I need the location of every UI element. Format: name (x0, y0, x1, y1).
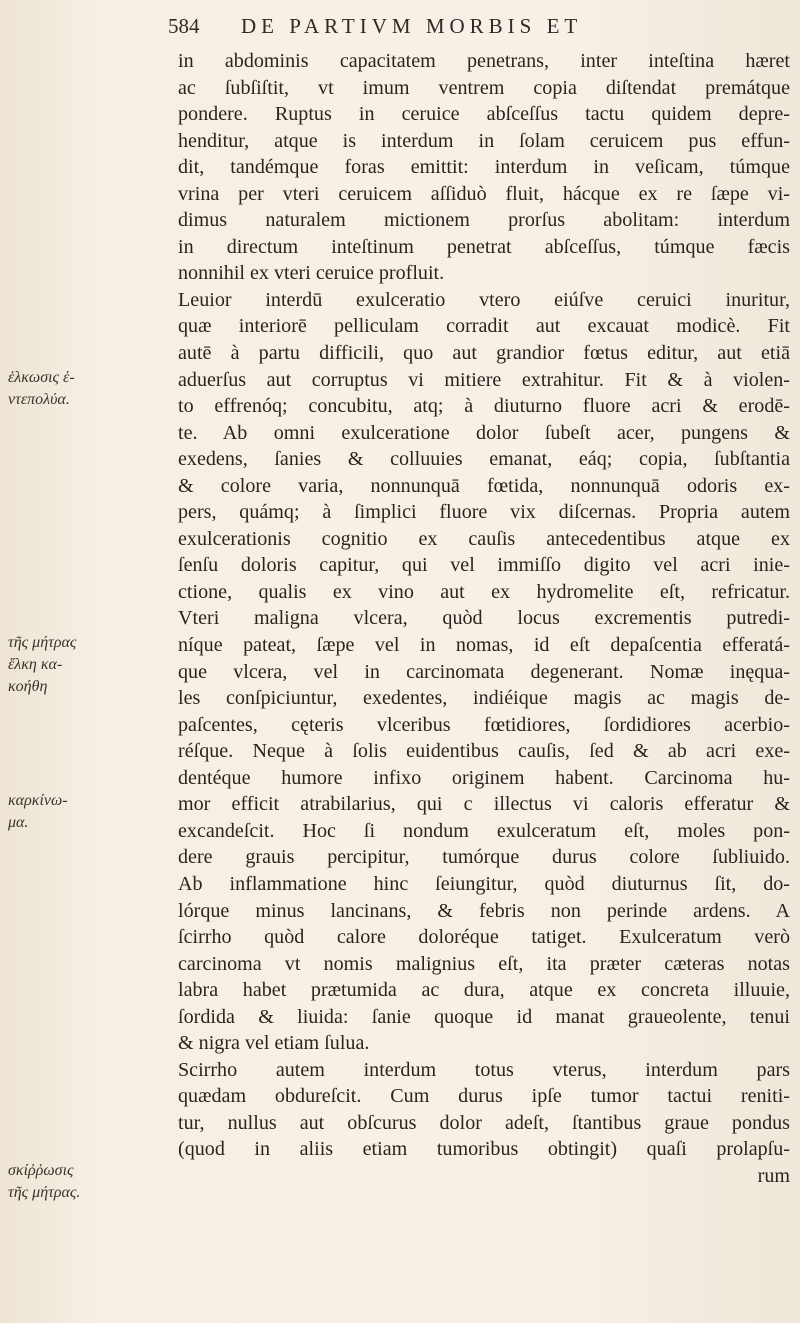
text-line: aduerſus aut corruptus vi mitiere extrahitur. Fit & à violen- (178, 368, 790, 391)
text-line: níque pateat, ſæpe vel in nomas, id eſt depaſcentia efferatá- (178, 634, 790, 657)
text-line: & colore varia, nonnunquā fœtida, nonnunquā odoris ex- (178, 474, 790, 497)
margin-note-line: ἕλκη κα- (8, 656, 63, 673)
text-line: tur, nullus aut obſcurus dolor adeſt, ſtantibus graue pondus (178, 1111, 790, 1134)
margin-note-carcinoma (8, 790, 168, 834)
margin-note-line: τῆς μήτρας. (8, 1184, 81, 1201)
text-line: les conſpiciuntur, exedentes, indiéique magis ac magis de- (178, 687, 790, 710)
text-line: in abdominis capacitatem penetrans, inter inteſtina hæret (178, 50, 790, 72)
text-line: henditur, atque is interdum in ſolam ceruicem pus effun- (178, 129, 790, 152)
text-line: ſordida & liuida: ſanie quoque id manat graueolente, tenui (178, 1005, 790, 1028)
text-line: mor efficit atrabilarius, qui c illectus vi caloris efferatur & (178, 793, 790, 816)
text-line: dentéque humore infixo originem habent. Carcinoma hu- (178, 766, 790, 789)
margin-note-line: καρκίνω- (8, 792, 68, 809)
text-line: Leuior interdū exulceratio vtero eiúſve ceruici inuritur, (178, 288, 790, 311)
text-line: ſenſu doloris capitur, qui vel immiſſo digito vel acri inie- (178, 554, 790, 577)
text-line: carcinoma vt nomis malignius eſt, ita præter cæteras notas (178, 952, 790, 975)
text-line: Scirrho autem interdum totus vterus, interdum pars (178, 1058, 790, 1081)
text-line: Vteri maligna vlcera, quòd locus excrementis putredi- (178, 607, 790, 630)
text-line: labra habet prætumida ac dura, atque ex concreta illuuie, (178, 979, 790, 1002)
text-line: nonnihil ex vteri ceruice profluit. (178, 262, 445, 285)
text-line: rum (757, 1164, 790, 1187)
text-line: ſcirrho quòd calore doloréque tatiget. Exulceratum verò (178, 926, 790, 949)
text-line: & nigra vel etiam ſulua. (178, 1032, 370, 1055)
text-line: ctione, qualis ex vino aut ex hydromelite eſt, refricatur. (178, 580, 790, 603)
margin-note-line: ντεπολύα. (8, 391, 70, 408)
text-line: in directum inteſtinum penetrat abſceſſus, túmque fæcis (178, 235, 790, 258)
margin-note-line: ἑλκωσις ἑ- (8, 369, 75, 386)
margin-note-line: σκίῤῥωσις (8, 1162, 74, 1179)
text-line: (quod in aliis etiam tumoribus obtingit) quaſi prolapſu- (178, 1138, 790, 1161)
text-line: pondere. Ruptus in ceruice abſceſſus tactu quidem depre- (178, 103, 790, 126)
page-number: 584 (168, 14, 200, 38)
text-line: dere grauis percipitur, tumórque durus colore ſubliuido. (178, 846, 790, 869)
text-line: to effrenóq; concubitu, atq; à diuturno fluore acri & erodē- (178, 395, 790, 418)
text-line: vrina per vteri ceruicem aſſiduò fluit, hácque ex re ſæpe vi- (178, 182, 790, 205)
text-line: quæ interiorē pelliculam corradit aut excauat modicè. Fit (178, 315, 790, 338)
margin-note-line: τῆς μήτρας (8, 634, 77, 651)
body-text (178, 48, 790, 1190)
text-line: Ab inflammatione hinc ſeiungitur, quòd diuturnus ſit, do- (178, 872, 790, 895)
text-line: réſque. Neque à ſolis euidentibus cauſis, ſed & ab acri exe- (178, 740, 790, 763)
text-line: que vlcera, vel in carcinomata degenerant. Nomæ inęqua- (178, 660, 790, 683)
text-line: excandeſcit. Hoc ſi nondum exulceratum eſt, moles pon- (178, 819, 790, 842)
margin-note-malignum (8, 632, 168, 698)
text-line: exulcerationis cognitio ex cauſis antecedentibus atque ex (178, 527, 790, 550)
text-line: dit, tandémque foras emittit: interdum in veſicam, túmque (178, 156, 790, 179)
text-line: dimus naturalem mictionem prorſus abolitam: interdum (178, 209, 790, 232)
margin-note-helcosis (8, 367, 168, 411)
running-title: DE PARTIVM MORBIS ET (241, 14, 583, 38)
margin-note-line: μα. (8, 814, 29, 831)
text-line: quædam obdureſcit. Cum durus ipſe tumor tactui reniti- (178, 1085, 790, 1108)
text-line: autē à partu difficili, quo aut grandior fœtus editur, aut etiā (178, 342, 790, 365)
text-line: ac ſubſiſtit, vt imum ventrem copia diſtendat premátque (178, 76, 790, 99)
text-line: exedens, ſanies & colluuies emanat, eáq; copia, ſubſtantia (178, 448, 790, 471)
margin-note-line: κοήθη (8, 678, 48, 695)
text-line: pers, quámq; à ſimplici fluore vix diſcernas. Propria autem (178, 501, 790, 524)
text-line: lórque minus lancinans, & febris non perinde ardens. A (178, 899, 790, 922)
text-line: te. Ab omni exulceratione dolor ſubeſt acer, pungens & (178, 421, 790, 444)
text-line: paſcentes, cęteris vlceribus fœtidiores, ſordidiores acerbio- (178, 713, 790, 736)
margin-note-scirrhus (8, 1160, 168, 1204)
